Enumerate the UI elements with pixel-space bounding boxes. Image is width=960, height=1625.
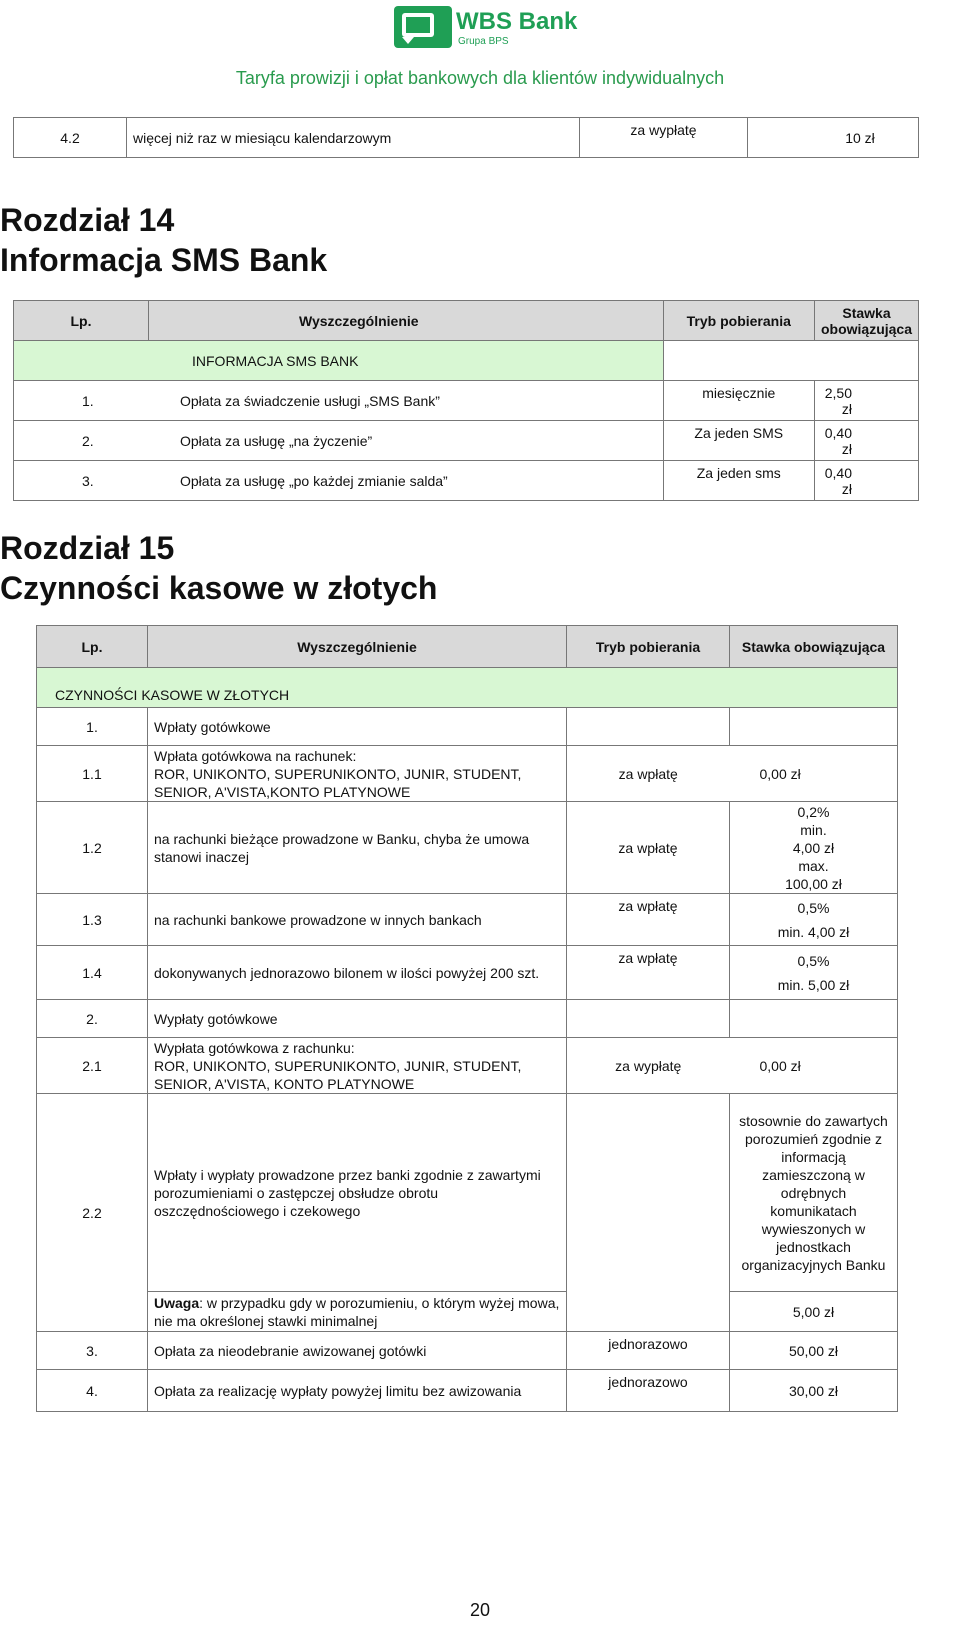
row-mode: Za jeden sms <box>663 461 814 501</box>
bank-group: Grupa BPS <box>458 36 509 47</box>
row-desc: Wpłata gotówkowa na rachunek: ROR, UNIKONTO, SUPERUNIKONTO, JUNIR, STUDENT, SENIOR, A'VISTA,KONTO PLATYNOWE <box>148 746 567 802</box>
page-number: 20 <box>469 1600 491 1620</box>
row-desc: Opłata za usługę „po każdej zmianie salda” <box>180 472 448 489</box>
group-row <box>37 708 898 746</box>
row-mode: za wypłatę <box>567 1038 730 1094</box>
row-rate: 0,5% <box>797 899 830 916</box>
chapter-15-heading <box>0 528 437 608</box>
header-mode: Tryb pobierania <box>567 626 730 668</box>
row-lp: 3. <box>37 1332 148 1370</box>
row-mode: za wpłatę <box>567 802 730 894</box>
table-row <box>37 802 898 894</box>
group-row <box>37 1000 898 1038</box>
bank-name: WBS Bank <box>456 8 578 35</box>
row-desc: Opłata za realizację wypłaty powyżej limitu bez awizowania <box>148 1370 567 1412</box>
row-rate: 5,00 zł <box>730 1292 898 1332</box>
header-mode: Tryb pobierania <box>663 301 814 341</box>
table-header-row <box>37 626 898 668</box>
row-mode: jednorazowo <box>567 1370 730 1412</box>
row-lp: 2.2 <box>37 1094 148 1332</box>
row-rate: 2,50 zł <box>814 381 918 421</box>
row-note <box>148 1292 567 1332</box>
table-row <box>37 1094 898 1292</box>
row-lp: 1. <box>37 708 148 746</box>
row-desc: Wypłata gotówkowa z rachunku: ROR, UNIKONTO, SUPERUNIKONTO, JUNIR, STUDENT, SENIOR, A'VISTA, KONTO PLATYNOWE <box>148 1038 567 1094</box>
note-label: Uwaga <box>154 1294 200 1311</box>
row-lp: 1. <box>82 392 94 409</box>
table-row <box>14 381 919 421</box>
row-rate: 0,40 zł <box>814 461 918 501</box>
row-rate: 0,40 zł <box>814 421 918 461</box>
table-row <box>37 746 898 802</box>
row-rate-min: min. 5,00 zł <box>777 976 850 993</box>
row-mode: jednorazowo <box>567 1332 730 1370</box>
header-lp: Lp. <box>14 301 149 341</box>
chapter-14-heading <box>0 200 327 280</box>
row-desc: Opłata za usługę „na życzenie” <box>180 432 373 449</box>
bank-logo-icon <box>394 6 452 48</box>
row-desc: dokonywanych jednorazowo bilonem w ilości powyżej 200 szt. <box>148 946 567 1000</box>
row-lp: 2. <box>82 432 94 449</box>
row-lp: 4.2 <box>14 118 127 158</box>
table-header-row <box>14 301 919 341</box>
table-row <box>37 1038 898 1094</box>
row-mode: za wpłatę <box>567 894 730 946</box>
row-rate: 30,00 zł <box>730 1370 898 1412</box>
row-mode: za wpłatę <box>567 946 730 1000</box>
row-rate: 10 zł <box>748 118 919 158</box>
row-desc: na rachunki bieżące prowadzone w Banku, chyba że umowa stanowi inaczej <box>148 802 567 894</box>
document-subtitle: Taryfa prowizji i opłat bankowych dla klientów indywidualnych <box>235 68 725 88</box>
row-lp: 1.2 <box>37 802 148 894</box>
table-row <box>37 1332 898 1370</box>
row-rate: 50,00 zł <box>730 1332 898 1370</box>
row-lp: 2. <box>37 1000 148 1038</box>
table-row <box>37 1370 898 1412</box>
row-rate: 0,2% min. 4,00 zł max. 100,00 zł <box>730 802 898 894</box>
note-text: : w przypadku gdy w porozumieniu, o którym wyżej mowa, nie ma określonej stawki minimalnej <box>154 1294 560 1329</box>
row-desc: Opłata za świadczenie usługi „SMS Bank” <box>180 392 440 409</box>
header-lp: Lp. <box>37 626 148 668</box>
header-desc: Wyszczególnienie <box>148 626 567 668</box>
cash-operations-table <box>36 625 898 1412</box>
sms-fees-table <box>13 300 919 501</box>
table-row <box>14 461 919 501</box>
chapter-14-number: Rozdział 14 <box>0 202 175 238</box>
row-lp: 3. <box>82 472 94 489</box>
row-lp: 1.1 <box>37 746 148 802</box>
chapter-15-title: Czynności kasowe w złotych <box>0 570 438 606</box>
row-rate: 0,5% <box>797 952 830 969</box>
table-row <box>14 118 919 158</box>
row-lp: 4. <box>37 1370 148 1412</box>
section-label: INFORMACJA SMS BANK <box>192 352 359 369</box>
row-desc: Wypłaty gotówkowe <box>148 1000 567 1038</box>
section-label: CZYNNOŚCI KASOWE W ZŁOTYCH <box>55 687 290 703</box>
section-row <box>37 668 898 708</box>
row-mode: miesięcznie <box>663 381 814 421</box>
header-rate: Stawka obowiązująca <box>814 301 918 341</box>
row-desc: Opłata za nieodebranie awizowanej gotówki <box>148 1332 567 1370</box>
table-row <box>37 1292 898 1332</box>
table-row <box>37 946 898 1000</box>
page-header <box>0 0 960 100</box>
row-rate: 0,00 zł <box>730 746 898 802</box>
row-mode: za wpłatę <box>567 746 730 802</box>
table-row <box>37 894 898 946</box>
row-desc: na rachunki bankowe prowadzone w innych bankach <box>148 894 567 946</box>
row-lp: 1.4 <box>37 946 148 1000</box>
table-row <box>14 421 919 461</box>
bank-logo <box>394 6 578 48</box>
row-desc: więcej niż raz w miesiącu kalendarzowym <box>127 118 580 158</box>
row-mode: za wypłatę <box>580 118 748 158</box>
row-lp: 2.1 <box>37 1038 148 1094</box>
row-rate: 0,00 zł <box>730 1038 898 1094</box>
chapter-15-number: Rozdział 15 <box>0 530 175 566</box>
row-rate-min: min. 4,00 zł <box>777 923 850 940</box>
chapter-14-title: Informacja SMS Bank <box>0 242 328 278</box>
continuation-table <box>13 117 919 158</box>
row-lp: 1.3 <box>37 894 148 946</box>
header-desc: Wyszczególnienie <box>149 301 664 341</box>
section-row <box>14 341 919 381</box>
header-rate: Stawka obowiązująca <box>730 626 898 668</box>
row-rate: stosownie do zawartych porozumień zgodnie z informacją zamieszczoną w odrębnych komunikatach wywieszonych w jednostkach organizacyjnych Banku <box>730 1094 898 1292</box>
row-desc: Wpłaty i wypłaty prowadzone przez banki zgodnie z zawartymi porozumieniami o zastępczej obsłudze obrotu oszczędnościowego i czekowego <box>148 1094 567 1292</box>
row-desc: Wpłaty gotówkowe <box>148 708 567 746</box>
row-mode: Za jeden SMS <box>663 421 814 461</box>
